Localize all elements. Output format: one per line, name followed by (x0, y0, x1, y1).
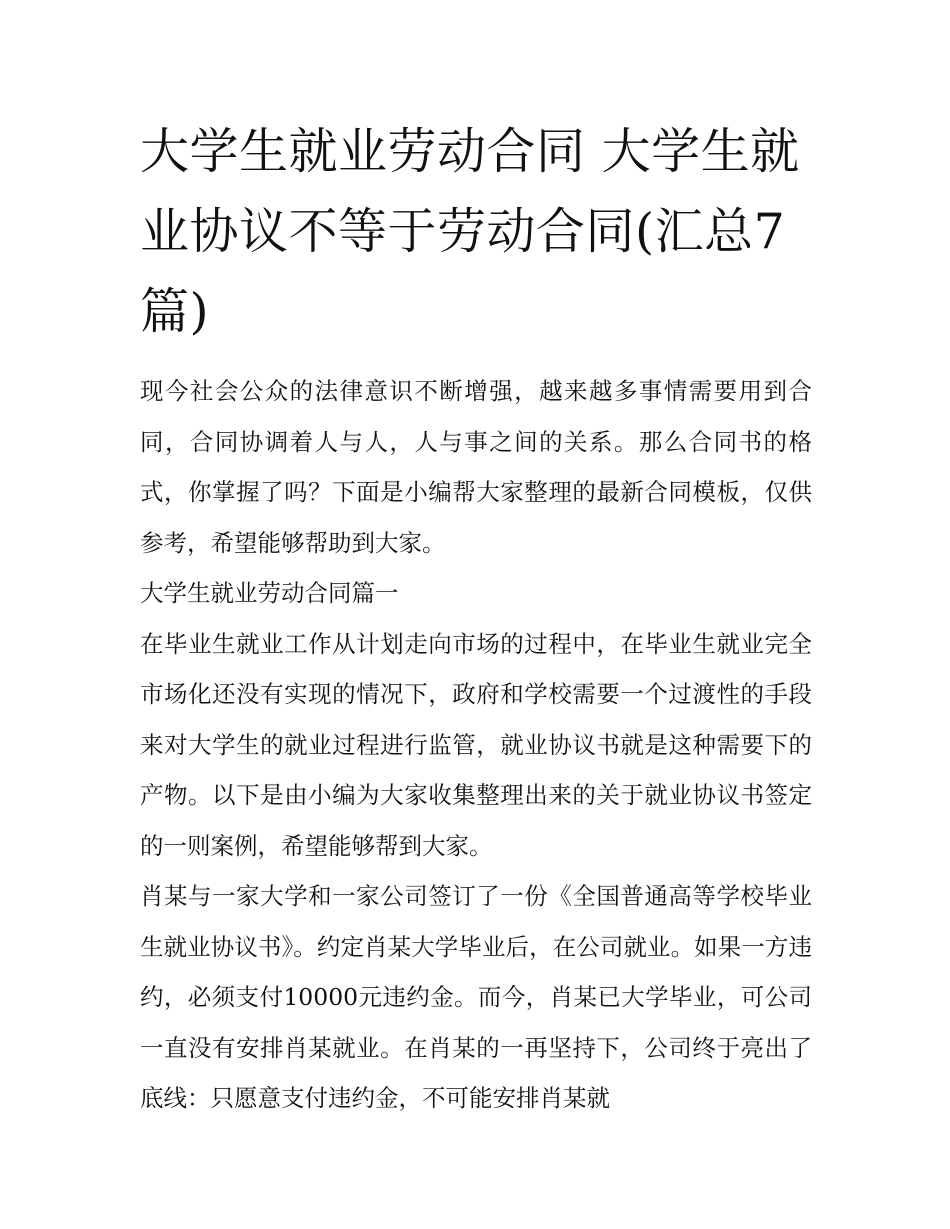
case-paragraph: 肖某与一家大学和一家公司签订了一份《全国普通高等学校毕业生就业协议书》。约定肖某大学毕业后，在公司就业。如果一方违约，必须支付10000元违约金。而今，肖某已大学毕业，可公司一直没有安排肖某就业。在肖某的一再坚持下，公司终于亮出了底线：只愿意支付违约金，不可能安排肖某就 (140, 882, 812, 1112)
intro-paragraph: 现今社会公众的法律意识不断增强，越来越多事情需要用到合同，合同协调着人与人，人与事之间的关系。那么合同书的格式，你掌握了吗？下面是小编帮大家整理的最新合同模板，仅供参考，希望能够帮助到大家。 (140, 377, 812, 557)
body-paragraph: 在毕业生就业工作从计划走向市场的过程中，在毕业生就业完全市场化还没有实现的情况下，政府和学校需要一个过渡性的手段来对大学生的就业过程进行监管，就业协议书就是这种需要下的产物。以下是由小编为大家收集整理出来的关于就业协议书签定的一则案例，希望能够帮到大家。 (140, 629, 812, 860)
section-heading: 大学生就业劳动合同篇一 (140, 579, 399, 607)
document-title: 大学生就业劳动合同 大学生就业协议不等于劳动合同(汇总7篇) (140, 123, 800, 340)
document-page (140, 112, 812, 1124)
document-body (140, 366, 812, 1124)
